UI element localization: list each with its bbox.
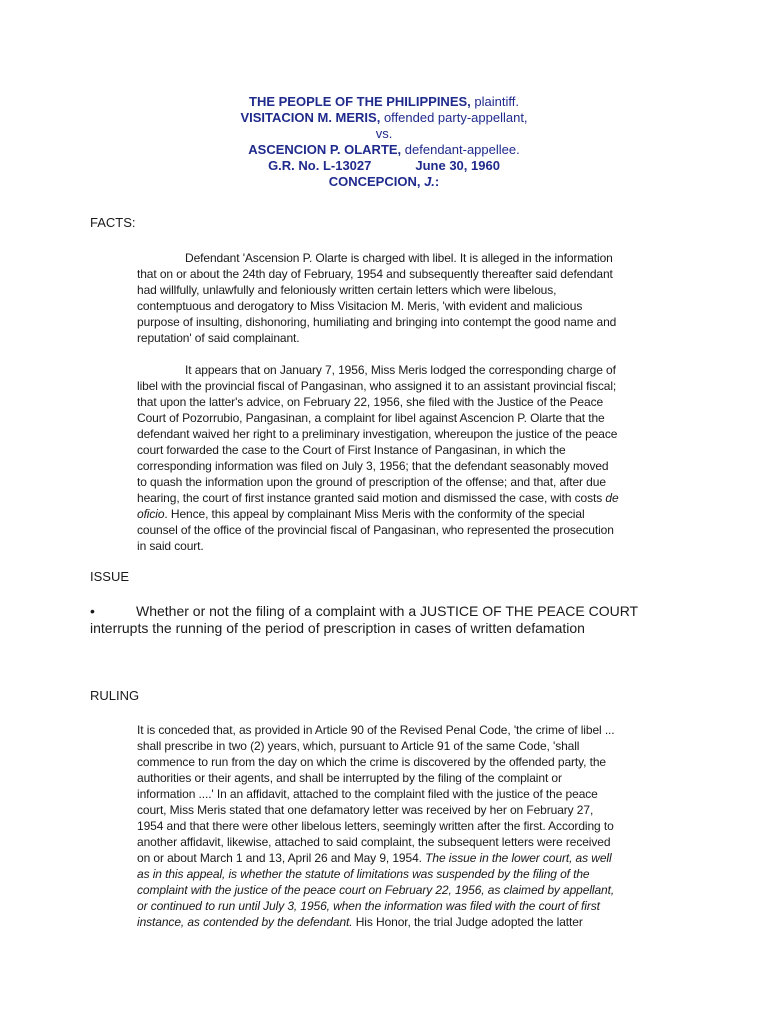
offended-party-role: offended party-appellant,	[380, 110, 528, 125]
bullet-icon: •	[90, 603, 95, 619]
ruling-paragraph: It is conceded that, as provided in Article 90 of the Revised Penal Code, 'the crime of libel ... shall prescribe in two (2) years, which, pursuant to Article 91 of the same Code, 'shall commence to run from the day on which the crime is discovered by the offended party, the authorities or their agents, and shall be interrupted by the filing of the complaint or information ....' In an affidavit, attached to the complaint filed with the justice of the peace court, Miss Meris stated that one defamatory letter was received by her on February 27, 1954 and that there were other libelous letters, seemingly written after the first. According to another affidavit, likewise, attached to said complaint, the subsequent letters were received on or about March 1 and 13, April 26 and May 9, 1954. The issue in the lower court, as well as in this appeal, is whether the statute of limitations was suspended by the filing of the complaint with the justice of the peace court on February 22, 1956, as claimed by appellant, or continued to run until July 3, 1956, when the information was filed with the court of first instance, as contended by the defendant. His Honor, the trial Judge adopted the latter	[137, 723, 615, 929]
decision-date: June 30, 1960	[415, 158, 500, 173]
caption-offended-line	[0, 110, 768, 126]
issue-text-line-1: Whether or not the filing of a complaint with a JUSTICE OF THE PEACE COURT	[136, 603, 639, 619]
caption-defendant-line	[0, 142, 768, 158]
plaintiff-name: THE PEOPLE OF THE PHILIPPINES,	[249, 94, 471, 109]
case-caption	[0, 94, 768, 190]
caption-vs: vs.	[375, 126, 393, 141]
ponente: CONCEPCION, J.:	[328, 174, 440, 189]
issue-heading: ISSUE	[90, 569, 130, 584]
issue-text-line-2: interrupts the running of the period of prescription in cases of written defamation	[90, 620, 585, 636]
plaintiff-role: plaintiff.	[470, 94, 519, 109]
facts-heading: FACTS:	[90, 215, 136, 230]
ruling-heading: RULING	[90, 688, 140, 703]
caption-ponente-line	[0, 174, 768, 190]
offended-party-name: VISITACION M. MERIS,	[240, 110, 381, 125]
facts-paragraph-2: It appears that on January 7, 1956, Miss Meris lodged the corresponding charge of libel with the provincial fiscal of Pangasinan, who assigned it to an assistant provincial fiscal; that upon the latter's advice, on February 22, 1956, she filed with the Justice of the Peace Court of Pozorrubio, Pangasinan, a complaint for libel against Ascencion P. Olarte that the defendant waived her right to a preliminary investigation, whereupon the justice of the peace court forwarded the case to the Court of First Instance of Pangasinan, in which the corresponding information was filed on July 3, 1956; that the defendant seasonably moved to quash the information upon the ground of prescription of the offense; and that, after due hearing, the court of first instance granted said motion and dismissed the case, with costs de oficio. Hence, this appeal by complainant Miss Meris with the conformity of the special counsel of the office of the provincial fiscal of Pangasinan, who represented the prosecution in said court.	[137, 363, 619, 553]
issue-list-item	[90, 603, 690, 637]
facts-paragraph-1: Defendant 'Ascension P. Olarte is charged with libel. It is alleged in the information that on or about the 24th day of February, 1954 and subsequently thereafter said defendant had willfully, unlawfully and feloniously written certain letters which were libelous, contemptuous and derogatory to Miss Visitacion M. Meris, 'with evident and malicious purpose of insulting, dishonoring, humiliating and bringing into contempt the good name and reputation' of said complainant.	[137, 251, 617, 345]
defendant-role: defendant-appellee.	[401, 142, 520, 157]
defendant-name: ASCENCION P. OLARTE,	[248, 142, 402, 157]
caption-plaintiff-line	[0, 94, 768, 110]
gr-number: G.R. No. L-13027	[268, 158, 372, 173]
caption-gr-line	[0, 158, 768, 174]
